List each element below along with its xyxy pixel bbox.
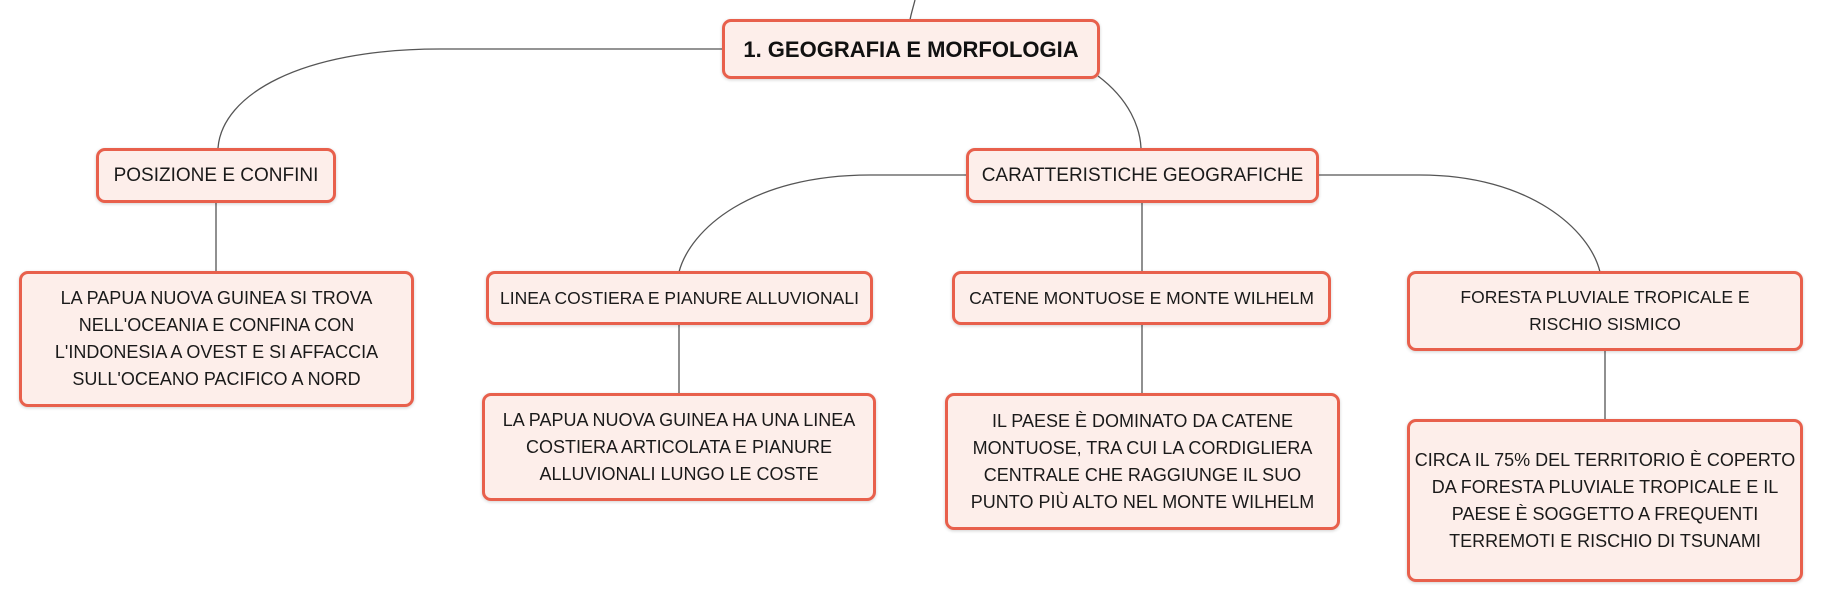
root-node[interactable] [722, 19, 1100, 79]
posizione-node-label: POSIZIONE E CONFINI [113, 165, 319, 186]
connector-root-to-caratteristiche [1098, 76, 1141, 148]
linea-costiera-detail-text: LA PAPUA NUOVA GUINEA HA UNA LINEA COSTIERA ARTICOLATA E PIANURE ALLUVIONALI LUNGO LE COSTE [502, 409, 856, 484]
connector-caratteristiche-to-foresta [1318, 175, 1600, 272]
connector-caratteristiche-to-linea [679, 175, 967, 272]
connector-parent-to-root [910, 0, 915, 20]
foresta-pluviale-detail-text: CIRCA IL 75% DEL TERRITORIO È COPERTO DA FORESTA PLUVIALE TROPICALE E IL PAESE È SOGGETTO A FREQUENTI TERREMOTI E RISCHIO DI TSUNAMI [1414, 449, 1796, 551]
caratteristiche-node-label: CARATTERISTICHE GEOGRAFICHE [981, 165, 1304, 186]
catene-montuose-detail-text: IL PAESE È DOMINATO DA CATENE MONTUOSE, TRA CUI LA CORDIGLIERA CENTRALE CHE RAGGIUNGE IL SUO PUNTO PIÙ ALTO NEL MONTE WILHELM [970, 410, 1315, 512]
linea-costiera-detail-node[interactable] [482, 393, 876, 501]
linea-costiera-node[interactable] [486, 271, 873, 325]
foresta-pluviale-node[interactable] [1407, 271, 1803, 351]
catene-montuose-detail-node[interactable] [945, 393, 1340, 530]
linea-costiera-node-label: LINEA COSTIERA E PIANURE ALLUVIONALI [500, 287, 859, 308]
caratteristiche-node[interactable] [966, 148, 1319, 203]
foresta-pluviale-node-label: FORESTA PLUVIALE TROPICALE E RISCHIO SISMICO [1460, 287, 1750, 334]
root-node-label: 1. GEOGRAFIA E MORFOLOGIA [743, 36, 1079, 62]
connector-root-to-posizione [218, 49, 724, 148]
catene-montuose-node[interactable] [952, 271, 1331, 325]
posizione-detail-text: LA PAPUA NUOVA GUINEA SI TROVA NELL'OCEANIA E CONFINA CON L'INDONESIA A OVEST E SI AFFACCIA SULL'OCEANO PACIFICO A NORD [54, 288, 379, 389]
catene-montuose-node-label: CATENE MONTUOSE E MONTE WILHELM [969, 287, 1314, 308]
posizione-detail-node[interactable] [19, 271, 414, 407]
posizione-node[interactable] [96, 148, 336, 203]
foresta-pluviale-detail-node[interactable] [1407, 419, 1803, 582]
